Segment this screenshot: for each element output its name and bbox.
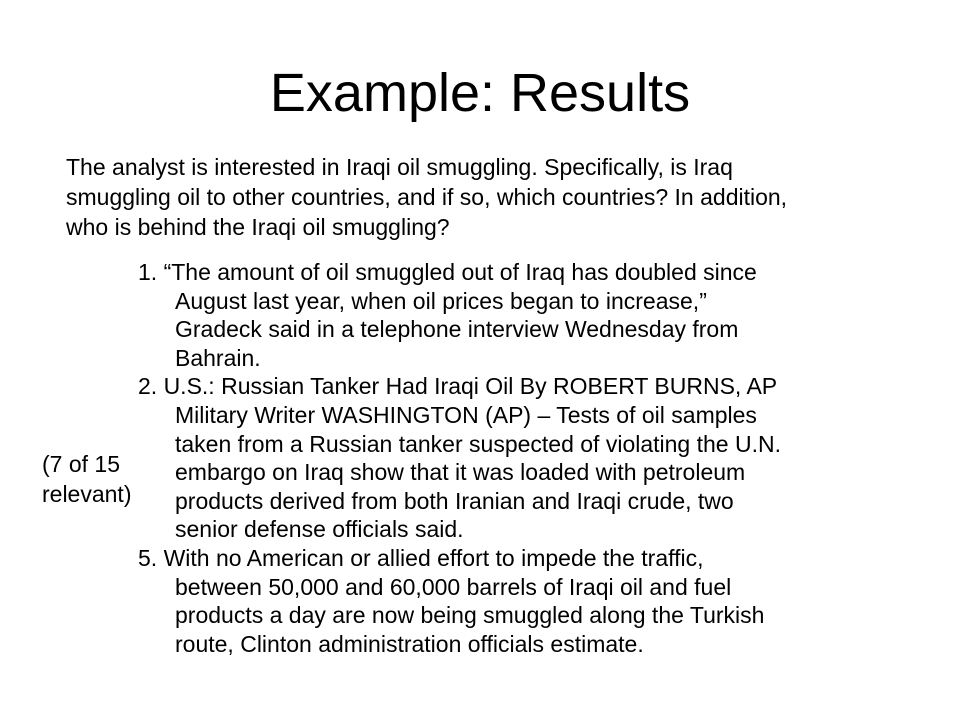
result-line: senior defense officials said. — [175, 516, 464, 543]
results-list — [138, 258, 938, 658]
relevance-note-line: relevant) — [42, 481, 132, 507]
result-line: embargo on Iraq show that it was loaded with petroleum — [175, 459, 746, 486]
result-line: taken from a Russian tanker suspected of violating the U.N. — [175, 430, 781, 457]
intro-line: The analyst is interested in Iraqi oil smuggling. Specifically, is Iraq — [66, 154, 733, 180]
result-line: 5. With no American or allied effort to impede the traffic, — [138, 544, 704, 571]
intro-paragraph — [66, 152, 926, 242]
result-item — [138, 258, 938, 372]
slide-title: Example: Results — [269, 63, 691, 123]
result-line: route, Clinton administration officials estimate. — [175, 630, 644, 657]
relevance-note-line: (7 of 15 — [42, 451, 120, 477]
result-item — [138, 372, 938, 544]
result-line: between 50,000 and 60,000 barrels of Iraqi oil and fuel — [175, 573, 732, 600]
result-line: August last year, when oil prices began to increase,” — [175, 287, 707, 314]
result-line: 2. U.S.: Russian Tanker Had Iraqi Oil By ROBERT BURNS, AP — [138, 373, 778, 400]
relevance-note — [42, 449, 131, 509]
result-line: Gradeck said in a telephone interview Wednesday from — [175, 316, 739, 343]
intro-line: smuggling oil to other countries, and if so, which countries? In addition, — [66, 184, 788, 210]
result-line: Bahrain. — [175, 344, 261, 371]
result-line: Military Writer WASHINGTON (AP) – Tests of oil samples — [175, 401, 757, 428]
intro-line: who is behind the Iraqi oil smuggling? — [66, 214, 450, 240]
result-line: products a day are now being smuggled along the Turkish — [175, 602, 765, 629]
result-item — [138, 544, 938, 658]
result-line: 1. “The amount of oil smuggled out of Iraq has doubled since — [138, 259, 757, 285]
result-line: products derived from both Iranian and Iraqi crude, two — [175, 487, 734, 514]
